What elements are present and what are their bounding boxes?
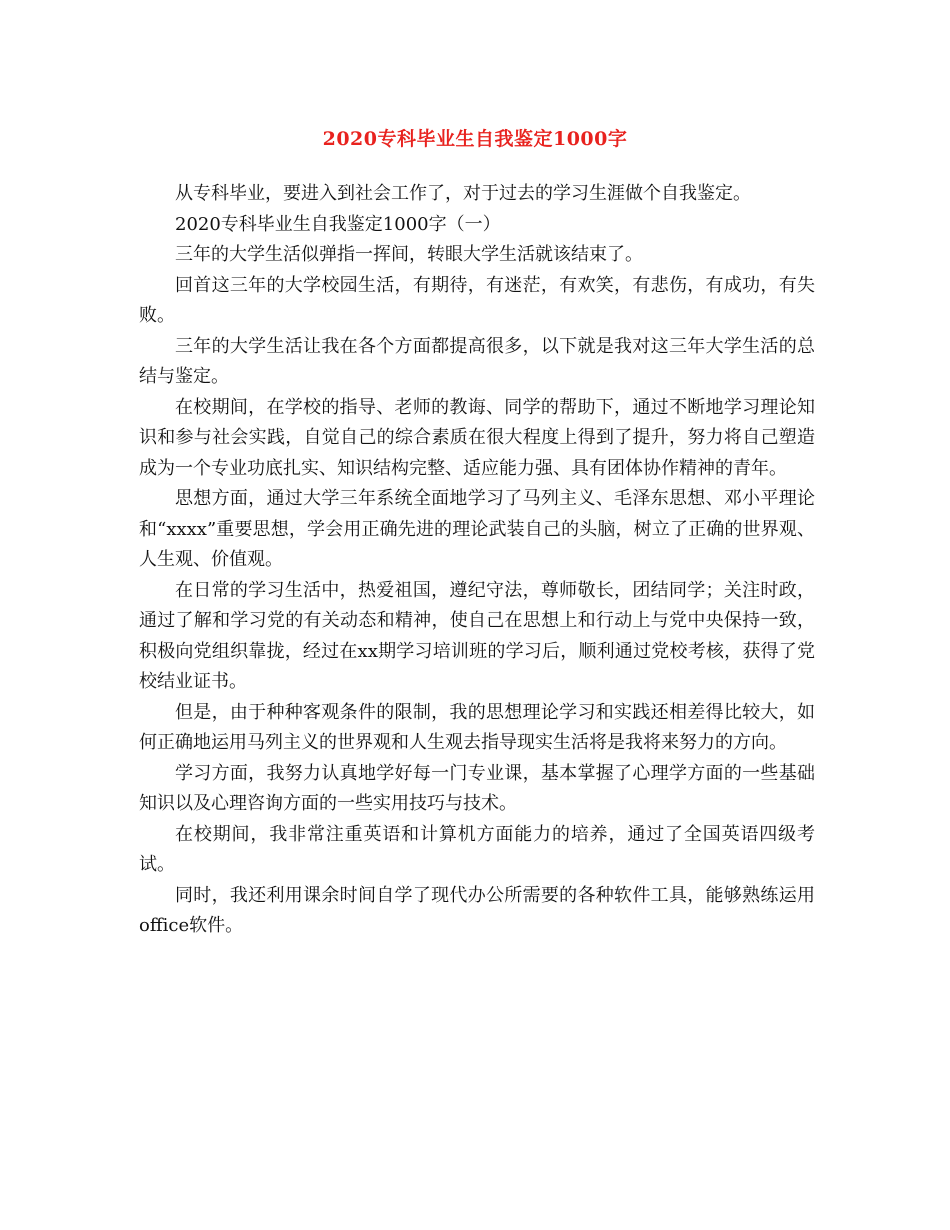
paragraph: 2020专科毕业生自我鉴定1000字（一） <box>175 213 501 235</box>
document-title: 2020专科毕业生自我鉴定1000字 <box>322 128 628 150</box>
document-body <box>139 179 815 942</box>
paragraph: 从专科毕业，要进入到社会工作了，对于过去的学习生涯做个自我鉴定。 <box>175 183 751 204</box>
paragraph: 在日常的学习生活中，热爱祖国，遵纪守法，尊师敬长，团结同学；关注时政，通过了解和学习党的有关动态和精神，使自己在思想上和行动上与党中央保持一致，积极向党组织靠拢，经过在xx期学习培训班的学习后，顺利通过党校考核，获得了党校结业证书。 <box>139 579 815 692</box>
paragraph: 但是，由于种种客观条件的限制，我的思想理论学习和实践还相差得比较大，如何正确地运用马列主义的世界观和人生观去指导现实生活将是我将来努力的方向。 <box>139 701 815 753</box>
paragraph: 学习方面，我努力认真地学好每一门专业课，基本掌握了心理学方面的一些基础知识以及心理咨询方面的一些实用技巧与技术。 <box>139 762 815 814</box>
paragraph: 同时，我还利用课余时间自学了现代办公所需要的各种软件工具，能够熟练运用office软件。 <box>139 884 815 936</box>
paragraph: 思想方面，通过大学三年系统全面地学习了马列主义、毛泽东思想、邓小平理论和“xxxx”重要思想，学会用正确先进的理论武装自己的头脑，树立了正确的世界观、人生观、价值观。 <box>139 488 815 570</box>
paragraph: 在校期间，在学校的指导、老师的教诲、同学的帮助下，通过不断地学习理论知识和参与社会实践，自觉自己的综合素质在很大程度上得到了提升，努力将自己塑造成为一个专业功底扎实、知识结构完整、适应能力强、具有团体协作精神的青年。 <box>139 396 815 479</box>
paragraph: 在校期间，我非常注重英语和计算机方面能力的培养，通过了全国英语四级考试。 <box>139 823 815 875</box>
paragraph: 三年的大学生活让我在各个方面都提高很多，以下就是我对这三年大学生活的总结与鉴定。 <box>139 335 815 387</box>
paragraph: 三年的大学生活似弹指一挥间，转眼大学生活就该结束了。 <box>175 244 643 265</box>
paragraph: 回首这三年的大学校园生活，有期待，有迷茫，有欢笑，有悲伤，有成功，有失败。 <box>139 274 815 326</box>
